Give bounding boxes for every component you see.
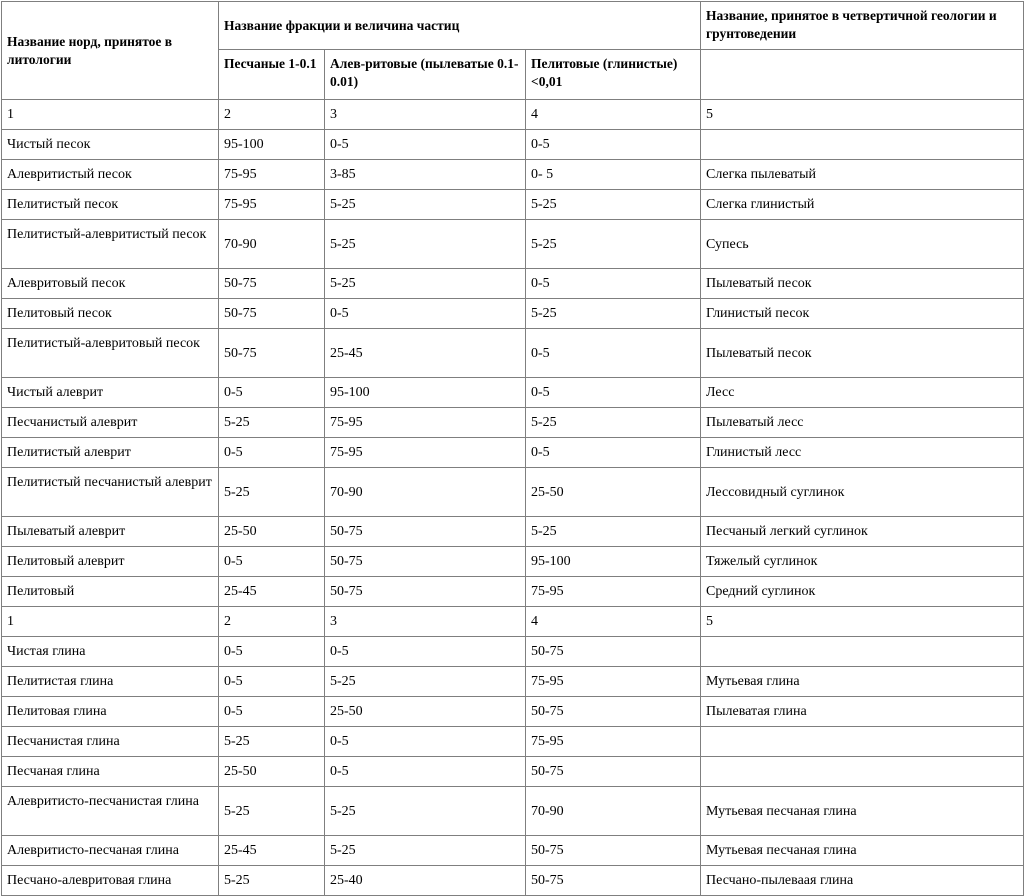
cell-sand-value: 25-45	[219, 577, 325, 607]
cell-quaternary-name: Средний суглинок	[701, 577, 1024, 607]
cell-rock-name: Пелитистая глина	[2, 667, 219, 697]
cell-rock-name: Алевритисто-песчаная глина	[2, 836, 219, 866]
table-row	[2, 378, 1024, 408]
cell-rock-name: Пелитистый-алевритовый песок	[2, 329, 219, 378]
cell-silt-value: 3	[325, 607, 526, 637]
cell-sand-value: 0-5	[219, 438, 325, 468]
cell-clay-value: 5-25	[526, 408, 701, 438]
cell-clay-value: 0-5	[526, 269, 701, 299]
table-row	[2, 269, 1024, 299]
table-row	[2, 607, 1024, 637]
cell-rock-name: 1	[2, 607, 219, 637]
cell-silt-value: 50-75	[325, 547, 526, 577]
table-row	[2, 160, 1024, 190]
cell-quaternary-name: Пылеватая глина	[701, 697, 1024, 727]
table-row	[2, 468, 1024, 517]
cell-sand-value: 25-50	[219, 517, 325, 547]
cell-silt-value: 3-85	[325, 160, 526, 190]
cell-quaternary-name: 5	[701, 100, 1024, 130]
table-row	[2, 220, 1024, 269]
cell-sand-value: 0-5	[219, 667, 325, 697]
cell-sand-value: 50-75	[219, 269, 325, 299]
cell-sand-value: 2	[219, 100, 325, 130]
cell-sand-value: 5-25	[219, 866, 325, 896]
cell-rock-name: Пелитистый-алевритистый песок	[2, 220, 219, 269]
cell-clay-value: 5-25	[526, 220, 701, 269]
cell-silt-value: 5-25	[325, 787, 526, 836]
cell-rock-name: Пелитовый песок	[2, 299, 219, 329]
cell-sand-value: 5-25	[219, 787, 325, 836]
table-body	[2, 100, 1024, 896]
cell-quaternary-name: Слегка глинистый	[701, 190, 1024, 220]
table-row	[2, 757, 1024, 787]
cell-quaternary-name: Песчано-пылеваая глина	[701, 866, 1024, 896]
table-row	[2, 438, 1024, 468]
table-row	[2, 408, 1024, 438]
cell-clay-value: 95-100	[526, 547, 701, 577]
cell-clay-value: 0-5	[526, 130, 701, 160]
table-row	[2, 866, 1024, 896]
cell-clay-value: 50-75	[526, 697, 701, 727]
cell-rock-name: Песчаная глина	[2, 757, 219, 787]
table-row	[2, 727, 1024, 757]
table-row	[2, 299, 1024, 329]
cell-sand-value: 25-45	[219, 836, 325, 866]
cell-clay-value: 5-25	[526, 517, 701, 547]
grain-size-classification-table	[1, 1, 1024, 896]
table-row	[2, 836, 1024, 866]
cell-sand-value: 95-100	[219, 130, 325, 160]
header-rock-name: Название норд, принятое в литологии	[2, 2, 219, 100]
cell-silt-value: 3	[325, 100, 526, 130]
cell-silt-value: 5-25	[325, 190, 526, 220]
cell-rock-name: Чистый алеврит	[2, 378, 219, 408]
cell-clay-value: 50-75	[526, 836, 701, 866]
cell-silt-value: 75-95	[325, 438, 526, 468]
cell-clay-value: 0-5	[526, 378, 701, 408]
cell-sand-value: 0-5	[219, 547, 325, 577]
cell-sand-value: 5-25	[219, 468, 325, 517]
cell-rock-name: Пелитовый алеврит	[2, 547, 219, 577]
cell-rock-name: Пелитистый алеврит	[2, 438, 219, 468]
cell-clay-value: 5-25	[526, 190, 701, 220]
table-row	[2, 577, 1024, 607]
table-row	[2, 329, 1024, 378]
cell-rock-name: Чистая глина	[2, 637, 219, 667]
cell-rock-name: Пелитовый	[2, 577, 219, 607]
cell-clay-value: 75-95	[526, 727, 701, 757]
cell-sand-value: 75-95	[219, 190, 325, 220]
cell-quaternary-name: Тяжелый суглинок	[701, 547, 1024, 577]
header-clay-fraction: Пелитовые (глинистые) <0,01	[526, 50, 701, 100]
cell-silt-value: 5-25	[325, 220, 526, 269]
cell-clay-value: 4	[526, 100, 701, 130]
cell-quaternary-name: Глинистый лесс	[701, 438, 1024, 468]
cell-clay-value: 0-5	[526, 329, 701, 378]
cell-quaternary-name	[701, 757, 1024, 787]
table-row	[2, 517, 1024, 547]
cell-silt-value: 50-75	[325, 577, 526, 607]
cell-clay-value: 50-75	[526, 637, 701, 667]
cell-clay-value: 5-25	[526, 299, 701, 329]
cell-silt-value: 70-90	[325, 468, 526, 517]
cell-clay-value: 75-95	[526, 667, 701, 697]
cell-sand-value: 50-75	[219, 299, 325, 329]
cell-sand-value: 5-25	[219, 727, 325, 757]
cell-quaternary-name	[701, 637, 1024, 667]
cell-rock-name: Песчанистый алеврит	[2, 408, 219, 438]
table-row	[2, 190, 1024, 220]
cell-silt-value: 50-75	[325, 517, 526, 547]
cell-silt-value: 0-5	[325, 130, 526, 160]
cell-silt-value: 0-5	[325, 299, 526, 329]
cell-quaternary-name: Песчаный легкий суглинок	[701, 517, 1024, 547]
cell-sand-value: 0-5	[219, 697, 325, 727]
cell-clay-value: 4	[526, 607, 701, 637]
cell-rock-name: Алевритисто-песчанистая глина	[2, 787, 219, 836]
cell-clay-value: 70-90	[526, 787, 701, 836]
cell-quaternary-name: Супесь	[701, 220, 1024, 269]
cell-rock-name: Пелитистый песчанистый алеврит	[2, 468, 219, 517]
cell-rock-name: 1	[2, 100, 219, 130]
cell-quaternary-name: Лесс	[701, 378, 1024, 408]
cell-silt-value: 0-5	[325, 637, 526, 667]
cell-silt-value: 5-25	[325, 667, 526, 697]
cell-quaternary-name	[701, 130, 1024, 160]
cell-clay-value: 75-95	[526, 577, 701, 607]
cell-quaternary-name	[701, 727, 1024, 757]
cell-silt-value: 25-45	[325, 329, 526, 378]
cell-sand-value: 70-90	[219, 220, 325, 269]
cell-quaternary-name: Мутьевая глина	[701, 667, 1024, 697]
table-row	[2, 100, 1024, 130]
cell-quaternary-name: Пылеватый лесс	[701, 408, 1024, 438]
cell-clay-value: 50-75	[526, 866, 701, 896]
cell-quaternary-name: Лессовидный суглинок	[701, 468, 1024, 517]
cell-quaternary-name: Мутьевая песчаная глина	[701, 836, 1024, 866]
table-row	[2, 667, 1024, 697]
cell-clay-value: 25-50	[526, 468, 701, 517]
table-row	[2, 697, 1024, 727]
cell-silt-value: 5-25	[325, 269, 526, 299]
cell-quaternary-name: Глинистый песок	[701, 299, 1024, 329]
header-sand-fraction: Песчаные 1-0.1	[219, 50, 325, 100]
cell-sand-value: 5-25	[219, 408, 325, 438]
cell-sand-value: 75-95	[219, 160, 325, 190]
cell-sand-value: 25-50	[219, 757, 325, 787]
cell-rock-name: Пелитистый песок	[2, 190, 219, 220]
cell-rock-name: Алевритистый песок	[2, 160, 219, 190]
cell-silt-value: 25-40	[325, 866, 526, 896]
cell-rock-name: Песчанистая глина	[2, 727, 219, 757]
header-fraction-group: Название фракции и величина частиц	[219, 2, 701, 50]
cell-sand-value: 50-75	[219, 329, 325, 378]
cell-rock-name: Песчано-алевритовая глина	[2, 866, 219, 896]
table-row	[2, 637, 1024, 667]
cell-silt-value: 0-5	[325, 757, 526, 787]
cell-clay-value: 0-5	[526, 438, 701, 468]
table-row	[2, 130, 1024, 160]
cell-quaternary-name: Пылеватый песок	[701, 329, 1024, 378]
cell-sand-value: 0-5	[219, 637, 325, 667]
cell-clay-value: 50-75	[526, 757, 701, 787]
cell-silt-value: 25-50	[325, 697, 526, 727]
cell-rock-name: Пелитовая глина	[2, 697, 219, 727]
cell-quaternary-name: 5	[701, 607, 1024, 637]
cell-rock-name: Алевритовый песок	[2, 269, 219, 299]
table-row	[2, 787, 1024, 836]
cell-silt-value: 0-5	[325, 727, 526, 757]
cell-rock-name: Пылеватый алеврит	[2, 517, 219, 547]
cell-quaternary-name: Слегка пылеватый	[701, 160, 1024, 190]
cell-clay-value: 0- 5	[526, 160, 701, 190]
cell-quaternary-name: Пылеватый песок	[701, 269, 1024, 299]
cell-rock-name: Чистый песок	[2, 130, 219, 160]
cell-silt-value: 95-100	[325, 378, 526, 408]
cell-silt-value: 75-95	[325, 408, 526, 438]
header-quaternary-name: Название, принятое в четвертичной геологии и грунтоведении	[701, 2, 1024, 50]
header-empty-cell	[701, 50, 1024, 100]
header-silt-fraction: Алев-ритовые (пылеватые 0.1-0.01)	[325, 50, 526, 100]
table-row	[2, 547, 1024, 577]
cell-sand-value: 2	[219, 607, 325, 637]
cell-quaternary-name: Мутьевая песчаная глина	[701, 787, 1024, 836]
cell-silt-value: 5-25	[325, 836, 526, 866]
cell-sand-value: 0-5	[219, 378, 325, 408]
